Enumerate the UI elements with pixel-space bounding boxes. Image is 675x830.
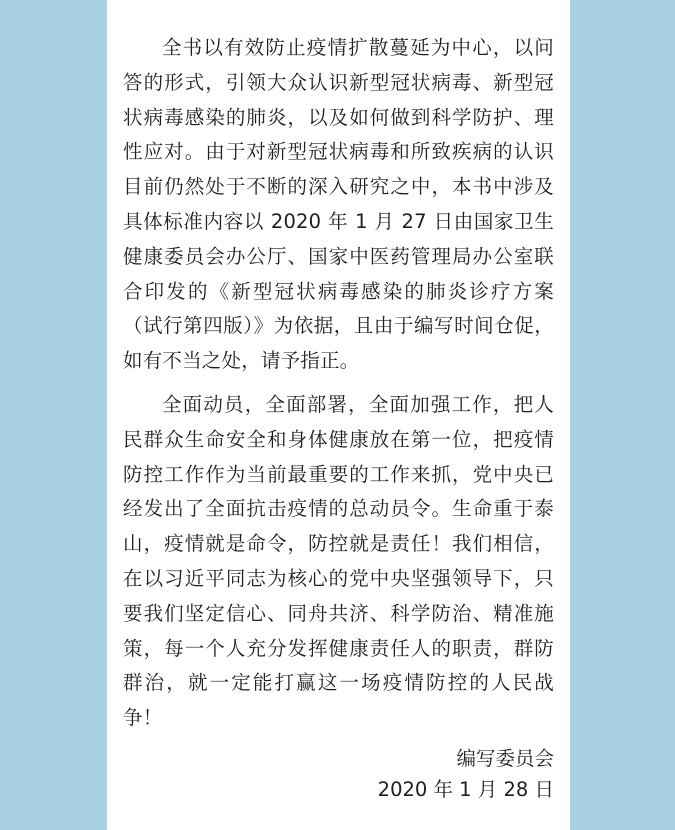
left-margin-band bbox=[0, 0, 107, 830]
signature-date: 2020 年 1 月 28 日 bbox=[377, 778, 554, 801]
document-page bbox=[107, 0, 570, 830]
paragraph-mobilization: 全面动员，全面部署，全面加强工作，把人民群众生命安全和身体健康放在第一位，把疫情防控工作作为当前最重要的工作来抓，党中央已经发出了全面抗击疫情的总动员令。生命重于泰山，疫情就是命令，防控就是责任！我们相信，在以习近平同志为核心的党中央坚强领导下，只要我们坚定信心、同舟共济、科学防治、精准施策，每一个人充分发挥健康责任人的职责，群防群治，就一定能打赢这一场疫情防控的人民战争！ bbox=[123, 393, 554, 730]
right-margin-band bbox=[570, 0, 675, 830]
signature-author: 编写委员会 bbox=[456, 747, 554, 770]
paragraph-intro: 全书以有效防止疫情扩散蔓延为中心，以问答的形式，引领大众认识新型冠状病毒、新型冠状病毒感染的肺炎，以及如何做到科学防护、理性应对。由于对新型冠状病毒和所致疾病的认识目前仍然处于不断的深入研究之中，本书中涉及具体标准内容以 2020 年 1 月 27 日由国家卫生健康委员会办公厅、国家中医药管理局办公室联合印发的《新型冠状病毒感染的肺炎诊疗方案（试行第四版）》为依据，且由于编写时间仓促，如有不当之处，请予指正。 bbox=[123, 36, 554, 373]
